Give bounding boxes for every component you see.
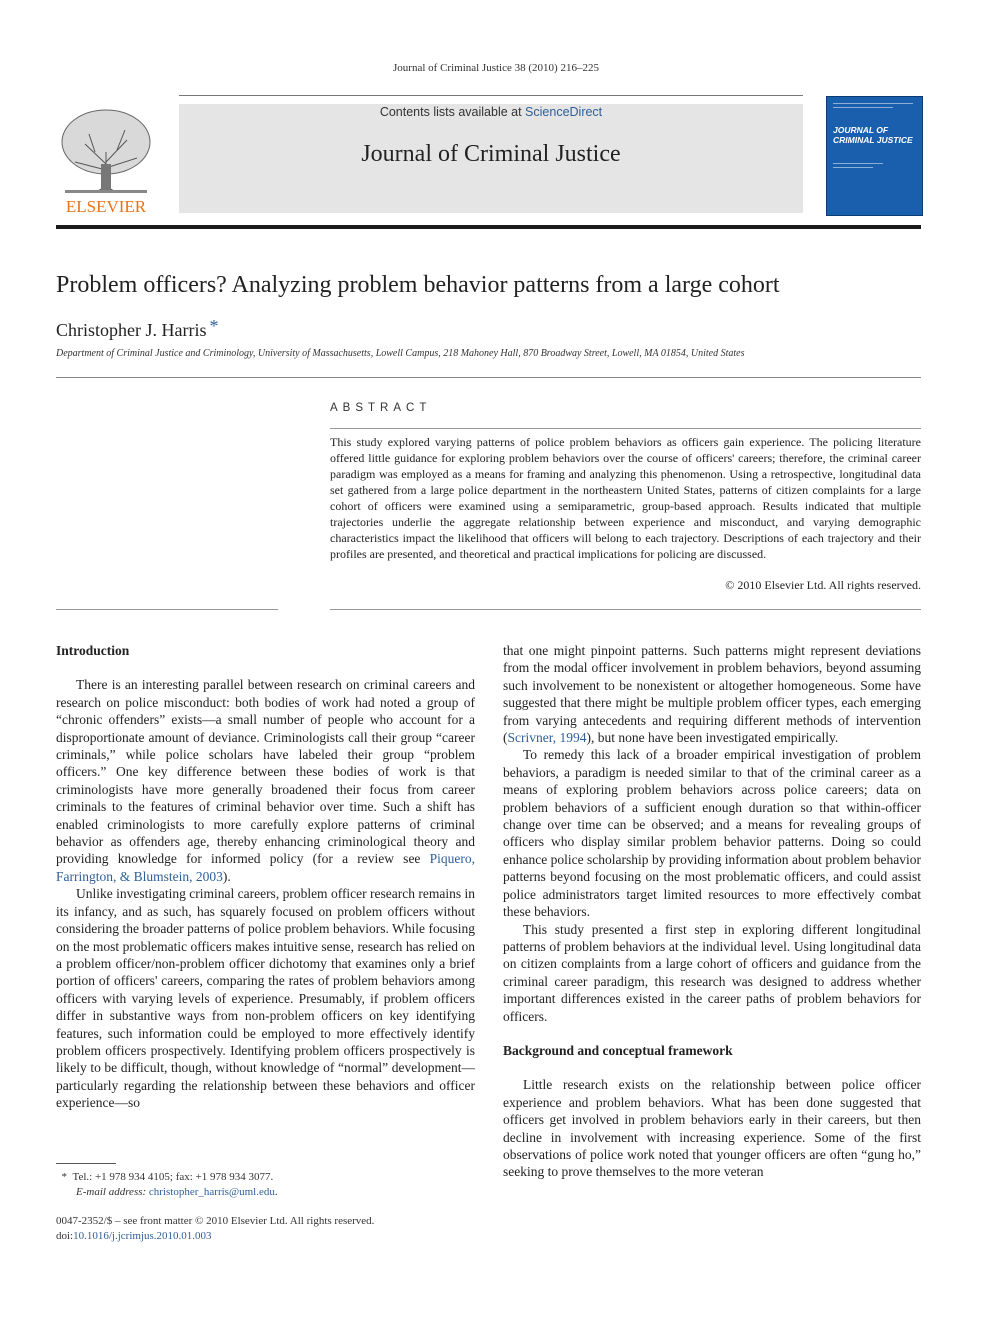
doi-link[interactable]: 10.1016/j.jcrimjus.2010.01.003 [73, 1230, 212, 1242]
doi-line [56, 1229, 476, 1244]
footnote-contact [56, 1170, 476, 1185]
front-matter [56, 1214, 476, 1244]
author-footnote [56, 1170, 476, 1200]
running-citation: Journal of Criminal Justice 38 (2010) 216–225 [393, 62, 599, 74]
footnote-email-label: E-mail address: [76, 1186, 149, 1198]
footnote-email-line [56, 1185, 476, 1200]
left-separator [56, 609, 278, 610]
author-footnote-mark[interactable]: * [209, 316, 219, 336]
piquero-citation-link[interactable]: Piquero, Farrington, & Blumstein, 2003 [56, 851, 475, 884]
intro-paragraph-2: Unlike investigating criminal careers, problem officer research remains in its infancy, and as such, has squarely focused on problem officers without considering the broader patterns of police problem behaviors. While focusing on the most problematic officers makes intuitive sense, research has relied on a problem officer/non-problem officer dichotomy that examines only a brief portion of officers' careers, comparing the rates of problem behaviors among officers with varying levels of experience. Presumably, if problem officers differ in substantive ways from non-problem officers on key identifying features, such information could be employed to more effectively identify problem officers prospectively. Identifying problem officers prospectively is likely to be difficult, though, without knowledge of “normal” development—particularly regarding the relationship between these behaviors and officer experience—so [56, 886, 475, 1111]
elsevier-wordmark: ELSEVIER [65, 197, 147, 216]
header-divider [56, 225, 921, 229]
introduction-heading: Introduction [56, 643, 130, 658]
contents-line [179, 105, 803, 119]
author-email-link[interactable]: christopher_harris@uml.edu [148, 1186, 275, 1198]
footnote-mark: * [61, 1171, 67, 1183]
scrivner-citation-link[interactable]: Scrivner, 1994 [507, 730, 587, 746]
author-affiliation: Department of Criminal Justice and Criminology, University of Massachusetts, Lowell Campus, 218 Mahoney Hall, 870 Broadway Street, Lowell, MA 01854, United States [56, 348, 745, 359]
intro-p3-text: that one might pinpoint patterns. Such patterns might represent deviations from the modal officer involvement in problem behaviors, beyond assuming such involvement to be nonexistent or altogether homogeneous. Some have suggested that there might be multiple problem officer types, each emerging from varying antecedents and requiring different methods of intervention ( [503, 643, 921, 746]
intro-paragraph-1 [56, 676, 475, 885]
issn-line: 0047-2352/$ – see front matter © 2010 Elsevier Ltd. All rights reserved. [56, 1215, 375, 1227]
cover-title: JOURNAL OF CRIMINAL JUSTICE [833, 125, 913, 145]
intro-paragraph-5: This study presented a first step in exploring different longitudinal patterns of problem behaviors at the individual level. Using longitudinal data on citizen complaints from a large cohort of officers and guidance from the criminal career paradigm, this research was designed to address whether important differences existed in the career paths of problem behaviors for officers. [503, 921, 921, 1024]
banner-top-rule [179, 95, 803, 96]
author-name: Christopher J. Harris [56, 320, 207, 340]
abstract-bottom-rule [330, 609, 921, 610]
abstract-copyright: © 2010 Elsevier Ltd. All rights reserved. [725, 578, 921, 592]
article-title: Problem officers? Analyzing problem behavior patterns from a large cohort [56, 272, 780, 298]
intro-p3-end: ), but none have been investigated empirically. [586, 730, 839, 746]
abstract-text: This study explored varying patterns of police problem behaviors as officers gain experience. The policing literature offered little guidance for exploring problem behaviors over the course of officers' careers; therefore, the criminal career paradigm was employed as a means for framing and analyzing this phenomenon. Using a retrospective, longitudinal data set gathered from a large police department in the northeastern United States, patterns of citizen complaints for a large cohort of officers were examined using a semiparametric, group-based approach. Results indicated that multiple trajectories underlie the aggregate relationship between experience and misconduct, and varying demographic characteristics impact the likelihood that officers will belong to each trajectory. Descriptions of each trajectory and their profiles are presented, and theoretical and practical implications for policing are discussed. [330, 435, 921, 561]
abstract-top-rule [330, 428, 921, 429]
elsevier-tree-icon [55, 104, 157, 216]
body-right-column [503, 642, 921, 1181]
footnote-rule [56, 1163, 116, 1164]
background-paragraph-1: Little research exists on the relationship between police officer experience and problem behaviors. What has been done suggested that officers get involved in problem behaviors early in their careers, but then decline in involvement with increasing experience. Some of the first observations of police work noted that younger officers are often “gung ho,” seeking to prove themselves to the more veteran [503, 1077, 921, 1180]
background-heading: Background and conceptual framework [503, 1042, 733, 1058]
intro-paragraph-4: To remedy this lack of a broader empirical investigation of problem behaviors, a paradigm is needed similar to that of the criminal career as a means of exploring problem behaviors across police careers; data on problem behaviors of a sufficient enough duration so that within-officer change over time can be observed; and a means for revealing groups of officers who display similar problem behavior patterns. Doing so could enhance police scholarship by providing information about problem behavior patterns beyond focusing on the most problematic officers, and could assist police administrators target limited resources to more effectively combat these behaviors. [503, 747, 921, 920]
abstract-heading: ABSTRACT [330, 402, 432, 414]
sciencedirect-link[interactable]: ScienceDirect [525, 105, 603, 119]
intro-paragraph-3 [503, 642, 921, 746]
elsevier-logo [55, 104, 157, 216]
contents-prefix: Contents lists available at [379, 105, 526, 119]
intro-p1-end: ). [222, 868, 231, 884]
title-divider [56, 377, 921, 378]
author-line [56, 316, 218, 341]
intro-p1-text: There is an interesting parallel between research on criminal careers and research on police misconduct: both bodies of work had noted a group of “chronic offenders” exists—a small number of people who account for a disproportionate amount of deviance. Criminologists call their group “career criminals,” while police scholars have labeled their group “problem officers.” One key difference between these bodies of work is that criminologists have more generally broadened their focus from career criminals to the features of criminal behavior over time. Such a shift has enabled criminologists to more carefully explore patterns of criminal behavior as offenders age, thereby enhancing criminological theory and providing knowledge for informed policy (for a review see [56, 677, 475, 867]
journal-title: Journal of Criminal Justice [361, 141, 621, 167]
doi-label: doi: [56, 1230, 74, 1242]
footnote-email-end: . [274, 1186, 278, 1198]
footnote-tel: Tel.: +1 978 934 4105; fax: +1 978 934 3077. [72, 1171, 274, 1183]
journal-cover [826, 96, 923, 216]
body-left-column [56, 642, 475, 1112]
